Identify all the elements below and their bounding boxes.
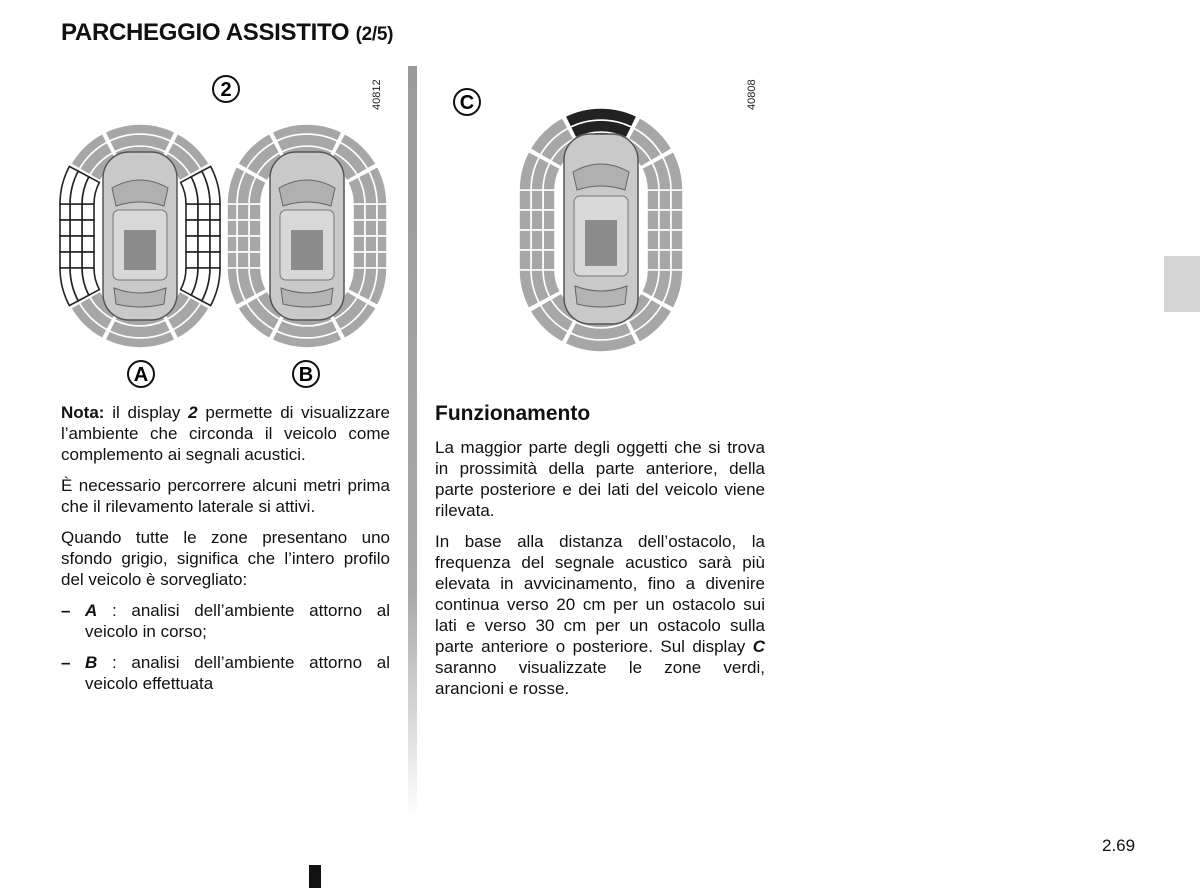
note-label: Nota:	[61, 403, 105, 422]
right-side-zone-segment	[353, 204, 365, 220]
right-side-zone-segment	[365, 204, 377, 220]
left-side-zone-segment	[543, 230, 555, 250]
left-side-zone-segment	[70, 204, 82, 220]
left-side-zone-segment	[227, 204, 237, 220]
chapter-side-tab	[1164, 256, 1200, 312]
left-side-zone-segment	[519, 230, 531, 250]
page-number: 2.69	[1102, 836, 1136, 855]
right-side-zone-segment	[198, 204, 210, 220]
note-paragraph	[61, 402, 390, 465]
right-side-zone-segment	[671, 230, 683, 250]
figure-a-parking-display	[60, 88, 230, 383]
right-side-zone-segment	[377, 204, 387, 220]
page-title	[61, 19, 393, 47]
left-side-zone-segment	[519, 210, 531, 230]
left-column	[61, 402, 390, 704]
left-side-zone-segment	[227, 220, 237, 236]
left-side-zone-segment	[227, 236, 237, 252]
right-side-zone-segment	[210, 236, 220, 252]
left-side-zone-segment	[60, 220, 70, 236]
right-side-zone-segment	[365, 252, 377, 268]
right-side-zone-segment	[186, 204, 198, 220]
left-side-zone-segment	[543, 210, 555, 230]
right-side-zone-segment	[671, 210, 683, 230]
figure-b-car-icon	[270, 152, 344, 320]
title-subtitle: (2/5)	[355, 24, 394, 45]
title-main: PARCHEGGIO ASSISTITO	[61, 19, 350, 46]
left-side-zone-segment	[237, 236, 249, 252]
left-side-zone-segment	[82, 236, 94, 252]
left-side-zone-segment	[227, 252, 237, 268]
right-side-zone-segment	[659, 190, 671, 210]
right-column	[435, 401, 765, 709]
left-side-zone-segment	[70, 220, 82, 236]
right-side-zone-segment	[377, 252, 387, 268]
left-side-zone-segment	[249, 236, 261, 252]
figure-label-a	[126, 359, 156, 389]
left-side-zone-segment	[543, 250, 555, 270]
left-side-zone-segment	[60, 204, 70, 220]
right-side-zone-segment	[198, 252, 210, 268]
right-side-zone-segment	[647, 190, 659, 210]
right-side-zone-segment	[377, 220, 387, 236]
right-side-zone-segment	[365, 220, 377, 236]
left-side-zone-segment	[82, 220, 94, 236]
crop-mark	[309, 865, 321, 888]
right-side-zone-segment	[659, 250, 671, 270]
list-item-letter: B	[85, 653, 98, 672]
left-side-zone-segment	[82, 204, 94, 220]
right-side-zone-segment	[671, 190, 683, 210]
right-side-zone-segment	[186, 236, 198, 252]
left-side-zone-segment	[531, 210, 543, 230]
figure-a-car-icon	[103, 152, 177, 320]
right-side-zone-segment	[377, 236, 387, 252]
list-item-text	[85, 652, 390, 694]
note-text-pre: il display	[104, 403, 189, 422]
list-item-description: : analisi dell’ambiente attorno al veicolo effettuata	[85, 653, 390, 693]
left-side-zone-segment	[60, 236, 70, 252]
list-dash: –	[61, 601, 71, 620]
paragraph-frequency	[435, 531, 765, 699]
left-side-zone-segment	[543, 190, 555, 210]
left-side-zone-segment	[249, 204, 261, 220]
figure-label-b	[291, 359, 321, 389]
right-side-zone-segment	[210, 252, 220, 268]
svg-text:B: B	[298, 364, 314, 386]
figure-ref-code-right	[741, 70, 761, 120]
list-item-b	[61, 652, 390, 694]
right-side-zone-segment	[671, 250, 683, 270]
svg-text:40812: 40812	[371, 79, 383, 110]
right-side-zone-segment	[210, 204, 220, 220]
right-side-zone-segment	[210, 220, 220, 236]
left-side-zone-segment	[70, 236, 82, 252]
note-display-number: 2	[188, 403, 198, 422]
left-side-zone-segment	[82, 252, 94, 268]
display-letter-c: C	[752, 637, 765, 656]
right-side-zone-segment	[353, 220, 365, 236]
frequency-text-post: saranno visualizzate le zone verdi, arancioni e rosse.	[435, 658, 765, 698]
svg-text:C: C	[459, 92, 475, 114]
left-side-zone-segment	[237, 220, 249, 236]
list-item-a	[61, 600, 390, 642]
right-side-zone-segment	[647, 230, 659, 250]
right-side-zone-segment	[647, 210, 659, 230]
left-side-zone-segment	[531, 190, 543, 210]
section-heading: Funzionamento	[435, 402, 591, 425]
figure-label-2	[211, 74, 241, 104]
list-item-letter: A	[85, 601, 98, 620]
left-side-zone-segment	[531, 230, 543, 250]
svg-text:A: A	[133, 364, 149, 386]
right-side-zone-segment	[198, 236, 210, 252]
right-side-zone-segment	[353, 252, 365, 268]
column-divider	[408, 66, 417, 816]
left-side-zone-segment	[519, 250, 531, 270]
left-side-zone-segment	[60, 252, 70, 268]
paragraph-grey-zones: Quando tutte le zone presentano uno sfondo grigio, significa che l’intero profilo del veicolo è sorvegliato:	[61, 528, 390, 589]
right-side-zone-segment	[186, 220, 198, 236]
left-side-zone-segment	[70, 252, 82, 268]
right-side-zone-segment	[198, 220, 210, 236]
list-dash: –	[61, 653, 71, 672]
list-item-text	[85, 600, 390, 642]
right-side-zone-segment	[659, 210, 671, 230]
figure-label-c	[452, 87, 482, 117]
right-side-zone-segment	[186, 252, 198, 268]
right-side-zone-segment	[365, 236, 377, 252]
svg-text:40808: 40808	[746, 79, 758, 110]
left-side-zone-segment	[237, 252, 249, 268]
figure-b-parking-display	[232, 88, 387, 383]
figure-c-car-icon	[564, 134, 638, 324]
left-side-zone-segment	[519, 190, 531, 210]
right-side-zone-segment	[353, 236, 365, 252]
frequency-text-pre: In base alla distanza dell’ostacolo, la frequenza del segnale acustico sarà più elevata in avvicinamento, fino a divenire continua verso 20 cm per un ostacolo sui lati e verso 30 cm per un ostacolo sulla parte anteriore o posteriore. Sul display	[435, 532, 765, 656]
left-side-zone-segment	[237, 204, 249, 220]
figure-ref-code-left	[366, 70, 386, 120]
paragraph-lateral-detection: È necessario percorrere alcuni metri prima che il rilevamento laterale si attivi.	[61, 476, 390, 516]
right-side-zone-segment	[659, 230, 671, 250]
right-side-zone-segment	[647, 250, 659, 270]
left-side-zone-segment	[249, 252, 261, 268]
list-item-description: : analisi dell’ambiente attorno al veicolo in corso;	[85, 601, 390, 641]
left-side-zone-segment	[531, 250, 543, 270]
paragraph-detection: La maggior parte degli oggetti che si trova in prossimità della parte anteriore, della parte posteriore e dei lati del veicolo viene rilevata.	[435, 438, 765, 520]
figure-c-parking-display	[514, 70, 689, 395]
svg-text:2: 2	[220, 79, 232, 101]
left-side-zone-segment	[249, 220, 261, 236]
note-text-post: permette di visualizzare l’ambiente che circonda il veicolo come complemento ai segnali acustici.	[61, 403, 390, 464]
